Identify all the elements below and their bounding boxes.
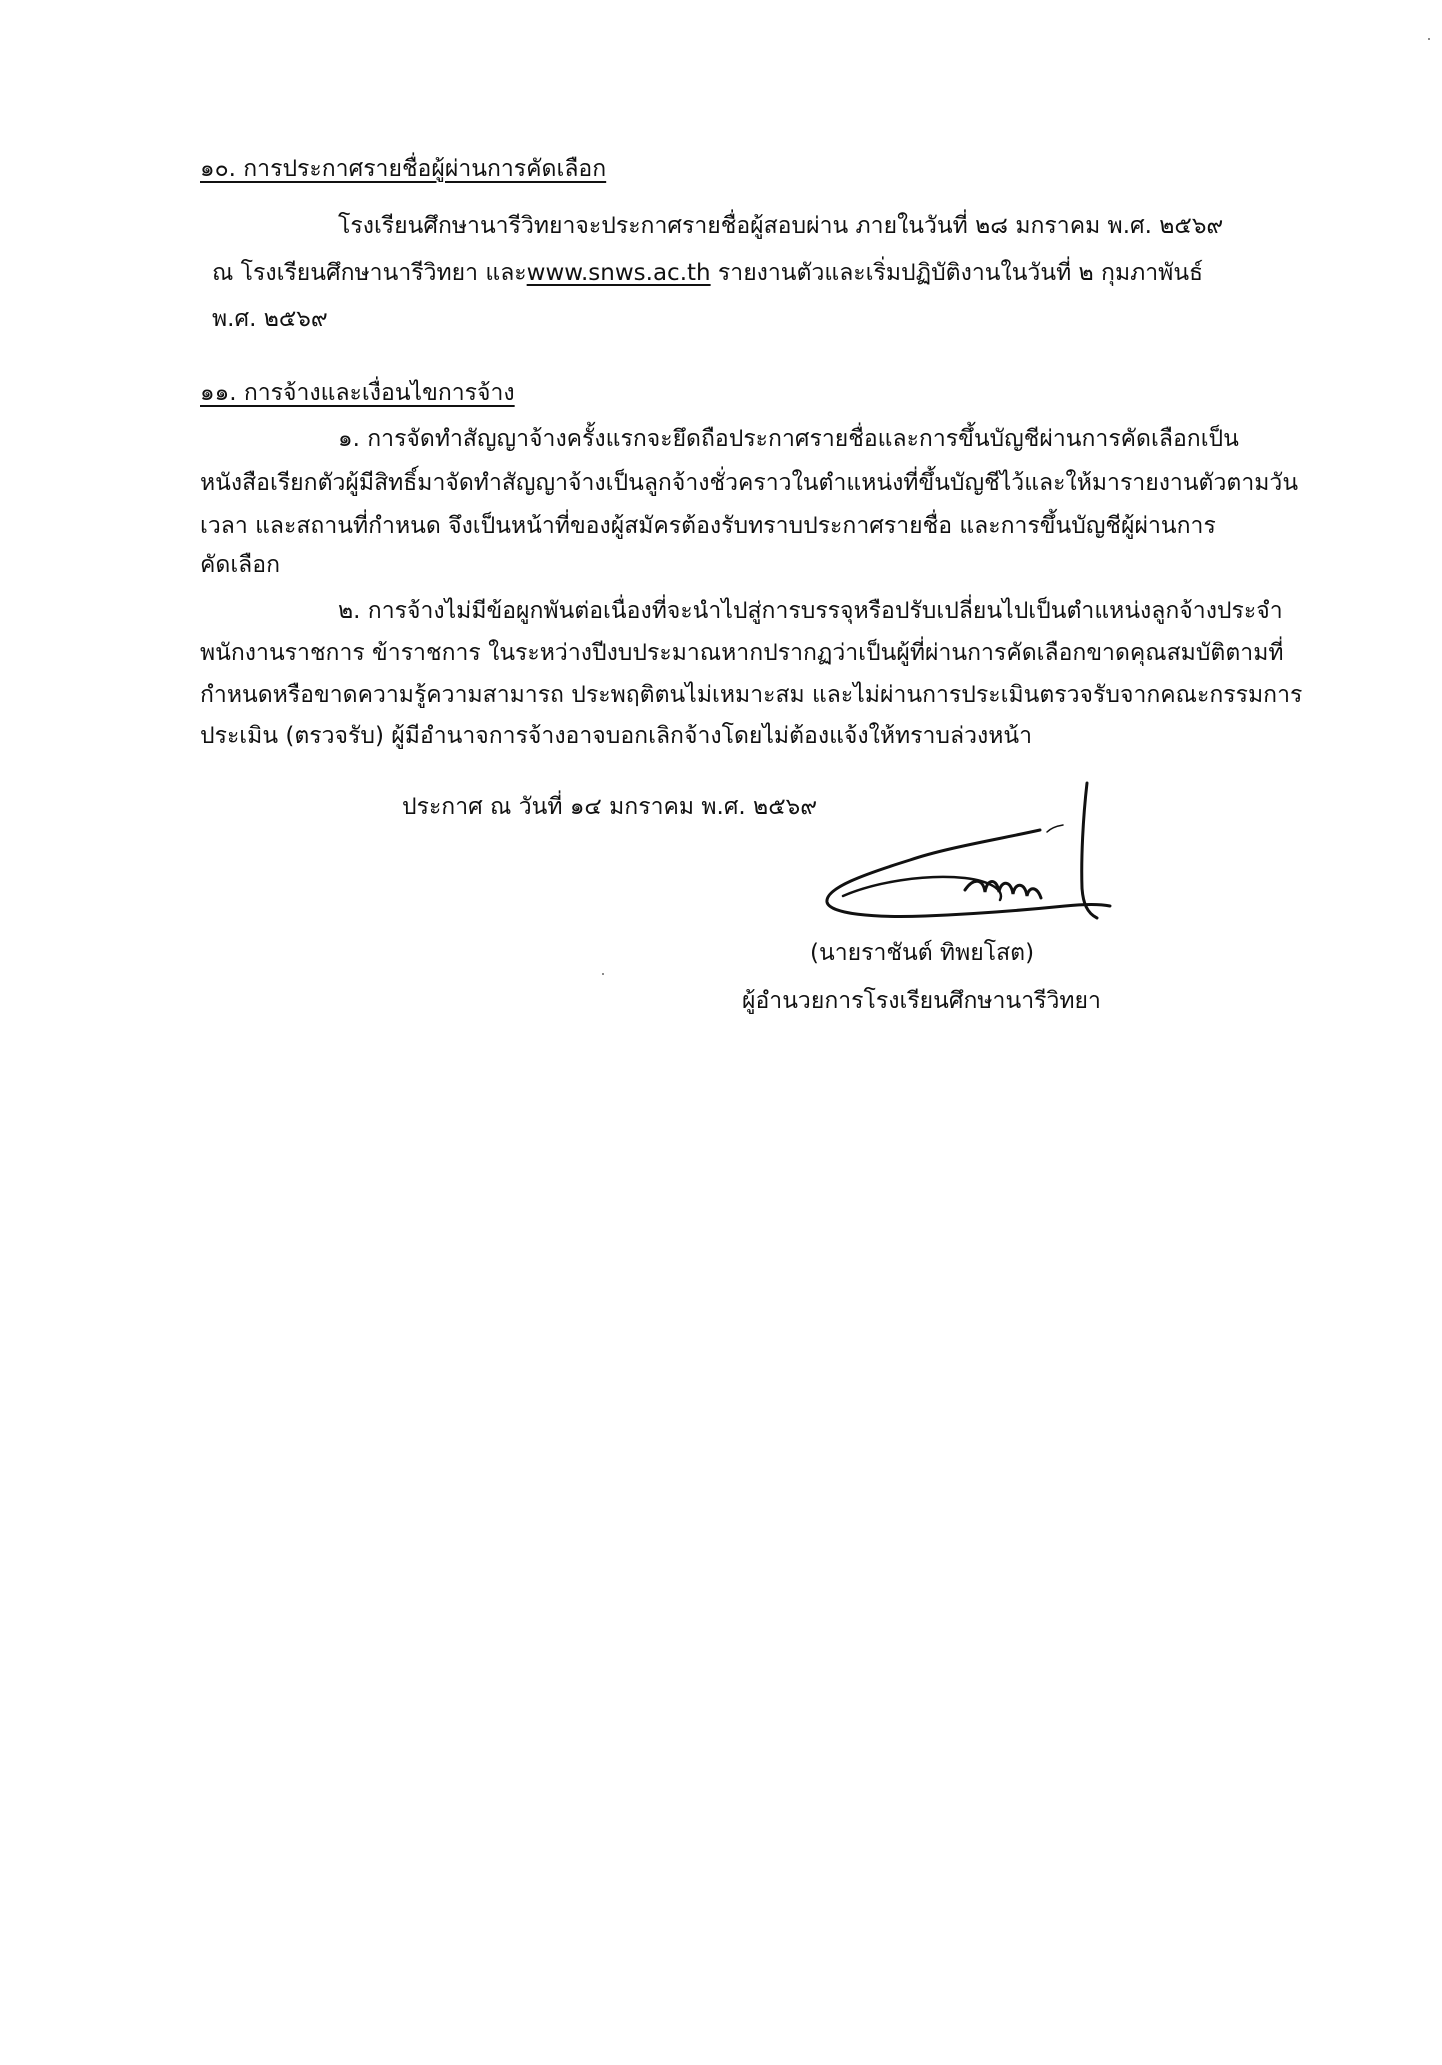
section-11-item-2-line-1: ๒. การจ้างไม่มีข้อผูกพันต่อเนื่องที่จะนำไปสู่การบรรจุหรือปรับเปลี่ยนไปเป็นตำแหน่งลูกจ้างประจำ xyxy=(338,598,1283,624)
section-10-line-2 xyxy=(212,256,1203,290)
scan-speck xyxy=(602,973,604,975)
section-10-line-3: พ.ศ. ๒๕๖๙ xyxy=(212,306,328,332)
school-website-link[interactable]: www.snws.ac.th xyxy=(526,260,711,286)
section-10-line-2-prefix: ณ โรงเรียนศึกษานารีวิทยา และ xyxy=(212,260,527,286)
scan-speck xyxy=(1428,38,1430,40)
section-11-item-2-line-3: กำหนดหรือขาดความรู้ความสามารถ ประพฤติตนไม่เหมาะสม และไม่ผ่านการประเมินตรวจรับจากคณะกรรมการ xyxy=(200,682,1303,708)
announcement-date: ประกาศ ณ วันที่ ๑๔ มกราคม พ.ศ. ๒๕๖๙ xyxy=(402,794,818,820)
section-10-heading: ๑๐. การประกาศรายชื่อผู้ผ่านการคัดเลือก xyxy=(200,156,607,182)
section-10-line-1: โรงเรียนศึกษานารีวิทยาจะประกาศรายชื่อผู้สอบผ่าน ภายในวันที่ ๒๘ มกราคม พ.ศ. ๒๕๖๙ xyxy=(338,213,1224,239)
signatory-title: ผู้อำนวยการโรงเรียนศึกษานารีวิทยา xyxy=(742,988,1101,1014)
signatory-name: (นายราชันต์ ทิพยโสต) xyxy=(810,940,1035,966)
section-11-item-1-line-2: หนังสือเรียกตัวผู้มีสิทธิ์มาจัดทำสัญญาจ้างเป็นลูกจ้างชั่วคราวในตำแหน่งที่ขึ้นบัญชีไว้และให้มารายงานตัวตามวัน xyxy=(200,470,1299,496)
section-11-item-2-line-2: พนักงานราชการ ข้าราชการ ในระหว่างปีงบประมาณหากปรากฏว่าเป็นผู้ที่ผ่านการคัดเลือกขาดคุณสมบัติตามที่ xyxy=(200,640,1284,666)
section-11-item-1-line-4: คัดเลือก xyxy=(200,552,281,578)
section-11-item-2-line-4: ประเมิน (ตรวจรับ) ผู้มีอำนาจการจ้างอาจบอกเลิกจ้างโดยไม่ต้องแจ้งให้ทราบล่วงหน้า xyxy=(200,723,1033,749)
section-11-heading: ๑๑. การจ้างและเงื่อนไขการจ้าง xyxy=(200,380,515,406)
handwritten-signature xyxy=(815,778,1125,948)
section-11-item-1-line-3: เวลา และสถานที่กำหนด จึงเป็นหน้าที่ของผู้สมัครต้องรับทราบประกาศรายชื่อ และการขึ้นบัญชีผู้ผ่านการ xyxy=(200,513,1216,539)
section-10-line-2-suffix: รายงานตัวและเริ่มปฏิบัติงานในวันที่ ๒ กุมภาพันธ์ xyxy=(710,260,1204,286)
section-11-item-1-line-1: ๑. การจัดทำสัญญาจ้างครั้งแรกจะยึดถือประกาศรายชื่อและการขึ้นบัญชีผ่านการคัดเลือกเป็น xyxy=(338,426,1239,452)
